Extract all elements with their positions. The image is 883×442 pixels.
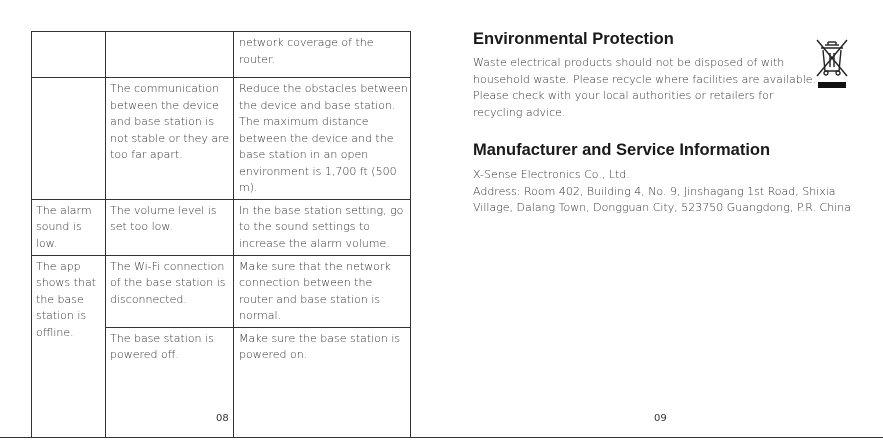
solution-cell: Make sure the base station is powered on. [234,327,411,437]
page-number: 08 [216,413,229,424]
cause-cell: The Wi-Fi connection of the base station is disconnected. [106,255,234,327]
company-address: Address: Room 402, Building 4, No. 9, Jinshagang 1st Road, Shixia Village, Dalang Town, Dongguan City, 523750 Guangdong, P.R. China [473,184,851,214]
left-page [0,0,441,442]
solution-cell: Make sure that the network connection between the router and base station is normal. [234,255,411,327]
solution-cell: Reduce the obstacles between the device and base station. The maximum distance between the device and the base station in an open environment is 1,700 ft (500 m). [234,78,411,200]
manufacturer-info [473,167,873,217]
environmental-protection-heading: Environmental Protection [473,30,674,48]
cause-cell: The communication between the device and base station is not stable or they are too far apart. [106,78,234,200]
bottom-divider [0,437,883,438]
cause-cell: The base station is powered off. [106,327,234,437]
environmental-protection-text: Waste electrical products should not be disposed of with household waste. Please recycle where facilities are available. Please check with your local authorities or retailers for recycling advice. [473,56,817,119]
right-page [441,0,883,442]
problem-cell: The app shows that the base station is offline. [32,255,106,437]
cause-cell: The volume level is set too low. [106,199,234,255]
cause-cell [106,32,234,78]
problem-cell [32,32,106,78]
crossed-out-wheelie-bin-icon [815,38,849,92]
page-number: 09 [654,413,667,424]
table-row [32,199,411,255]
table-row [32,78,411,200]
troubleshooting-table [31,31,411,438]
solution-cell: network coverage of the router. [234,32,411,78]
company-name: X-Sense Electronics Co., Ltd. [473,168,630,181]
problem-cell: The alarm sound is low. [32,199,106,255]
solution-cell: In the base station setting, go to the sound settings to increase the alarm volume. [234,199,411,255]
manufacturer-heading: Manufacturer and Service Information [473,141,771,159]
table-row [32,32,411,78]
table-row [32,255,411,327]
problem-cell [32,78,106,200]
